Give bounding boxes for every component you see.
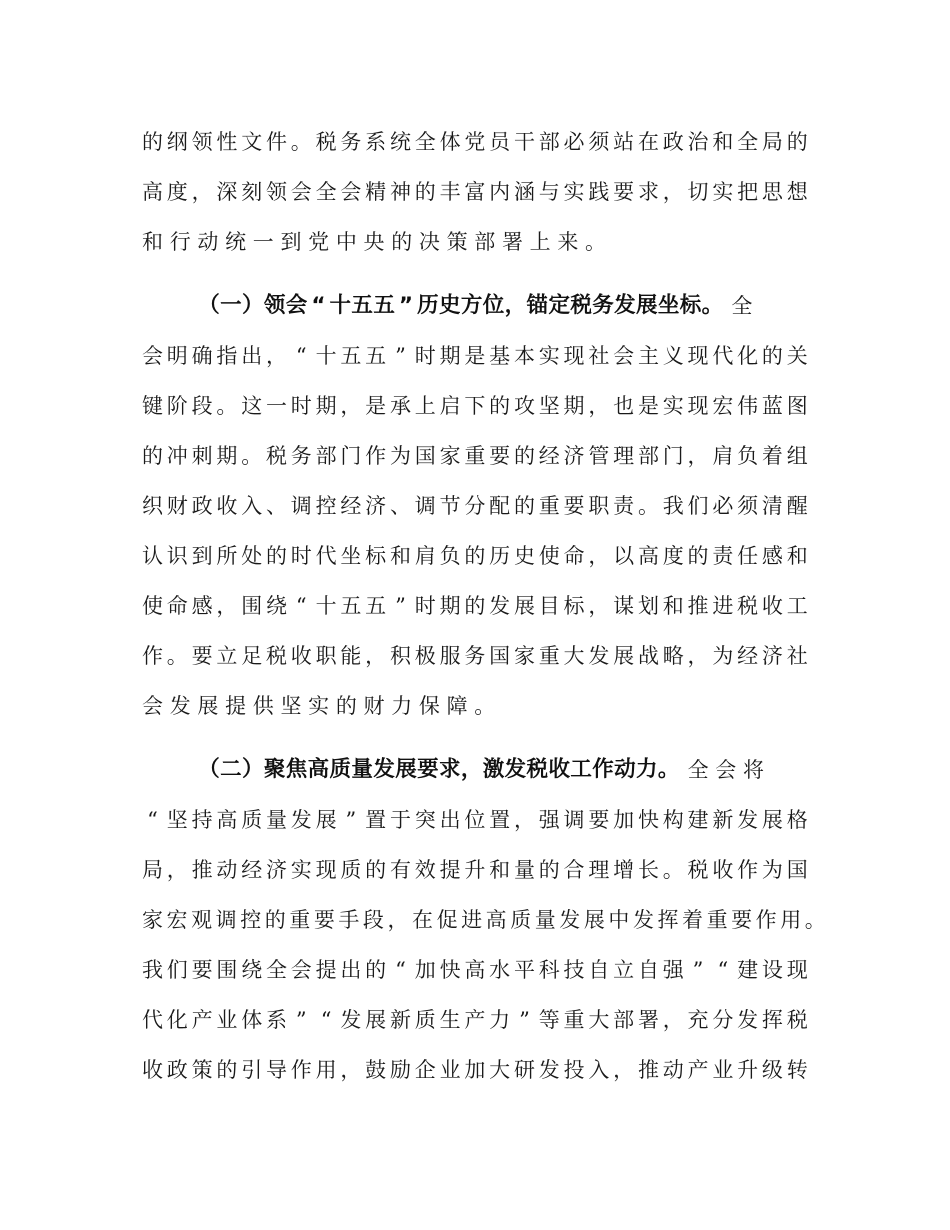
section-2-heading: （ 二 ） 聚 焦 高 质 量 发 展 要 求 ， 激 发 税 收 工 作 动 力 。 [198, 757, 680, 782]
section-1-heading-line [198, 291, 808, 321]
section-2-line-3: 家 宏 观 调 控 的 重 要 手 段 ， 在 促 进 高 质 量 发 展 中 发 挥 着 重 要 作 用 。 [142, 908, 826, 932]
paragraph-intro-line-3: 和 行 动 统 一 到 党 中 央 的 决 策 部 署 上 来 。 [142, 230, 606, 254]
paragraph-intro-line-1: 的 纲 领 性 文 件 。 税 务 系 统 全 体 党 员 干 部 必 须 站 在 政 治 和 全 局 的 [142, 130, 808, 154]
section-2-line-2: 局 ， 推 动 经 济 实 现 质 的 有 效 提 升 和 量 的 合 理 增 长 。 税 收 作 为 国 [142, 858, 808, 882]
section-1-line-8: 会 发 展 提 供 坚 实 的 财 力 保 障 。 [142, 694, 496, 718]
section-2-line-4: 我 们 要 围 绕 全 会 提 出 的 “ 加 快 高 水 平 科 技 自 立 自 强 ” “ 建 设 现 [142, 958, 808, 982]
section-1-heading-tail: 全 [731, 294, 753, 318]
section-1-line-3: 的 冲 刺 期 。 税 务 部 门 作 为 国 家 重 要 的 经 济 管 理 部 门 ， 肩 负 着 组 [142, 444, 808, 468]
section-1-line-1: 会 明 确 指 出 ， “ 十 五 五 ” 时 期 是 基 本 实 现 社 会 主 义 现 代 化 的 关 [142, 344, 808, 368]
section-2-heading-line [198, 755, 808, 785]
section-1-line-6: 使 命 感 ， 围 绕 “ 十 五 五 ” 时 期 的 发 展 目 标 ， 谋 划 和 推 进 税 收 工 [142, 594, 808, 618]
section-2-line-6: 收 政 策 的 引 导 作 用 ， 鼓 励 企 业 加 大 研 发 投 入 ， 推 动 产 业 升 级 转 [142, 1058, 808, 1082]
section-1-line-4: 织 财 政 收 入 、 调 控 经 济 、 调 节 分 配 的 重 要 职 责 。 我 们 必 须 清 醒 [142, 494, 808, 518]
section-2-heading-tail: 全 会 将 [687, 758, 764, 782]
section-2-line-5: 代 化 产 业 体 系 ” “ 发 展 新 质 生 产 力 ” 等 重 大 部 署 ， 充 分 发 挥 税 [142, 1008, 808, 1032]
section-1-line-7: 作 。 要 立 足 税 收 职 能 ， 积 极 服 务 国 家 重 大 发 展 战 略 ， 为 经 济 社 [142, 644, 808, 668]
section-1-line-2: 键 阶 段 。 这 一 时 期 ， 是 承 上 启 下 的 攻 坚 期 ， 也 是 实 现 宏 伟 蓝 图 [142, 394, 808, 418]
section-2-line-1: “ 坚 持 高 质 量 发 展 ” 置 于 突 出 位 置 ， 强 调 要 加 快 构 建 新 发 展 格 [147, 808, 808, 832]
paragraph-intro-line-2: 高 度 ， 深 刻 领 会 全 会 精 神 的 丰 富 内 涵 与 实 践 要 求 ， 切 实 把 思 想 [142, 180, 808, 204]
section-1-line-5: 认 识 到 所 处 的 时 代 坐 标 和 肩 负 的 历 史 使 命 ， 以 高 度 的 责 任 感 和 [142, 544, 808, 568]
section-1-heading: （ 一 ） 领 会 “ 十 五 五 ” 历 史 方 位 ， 锚 定 税 务 发 展 坐 标 。 [198, 293, 724, 318]
